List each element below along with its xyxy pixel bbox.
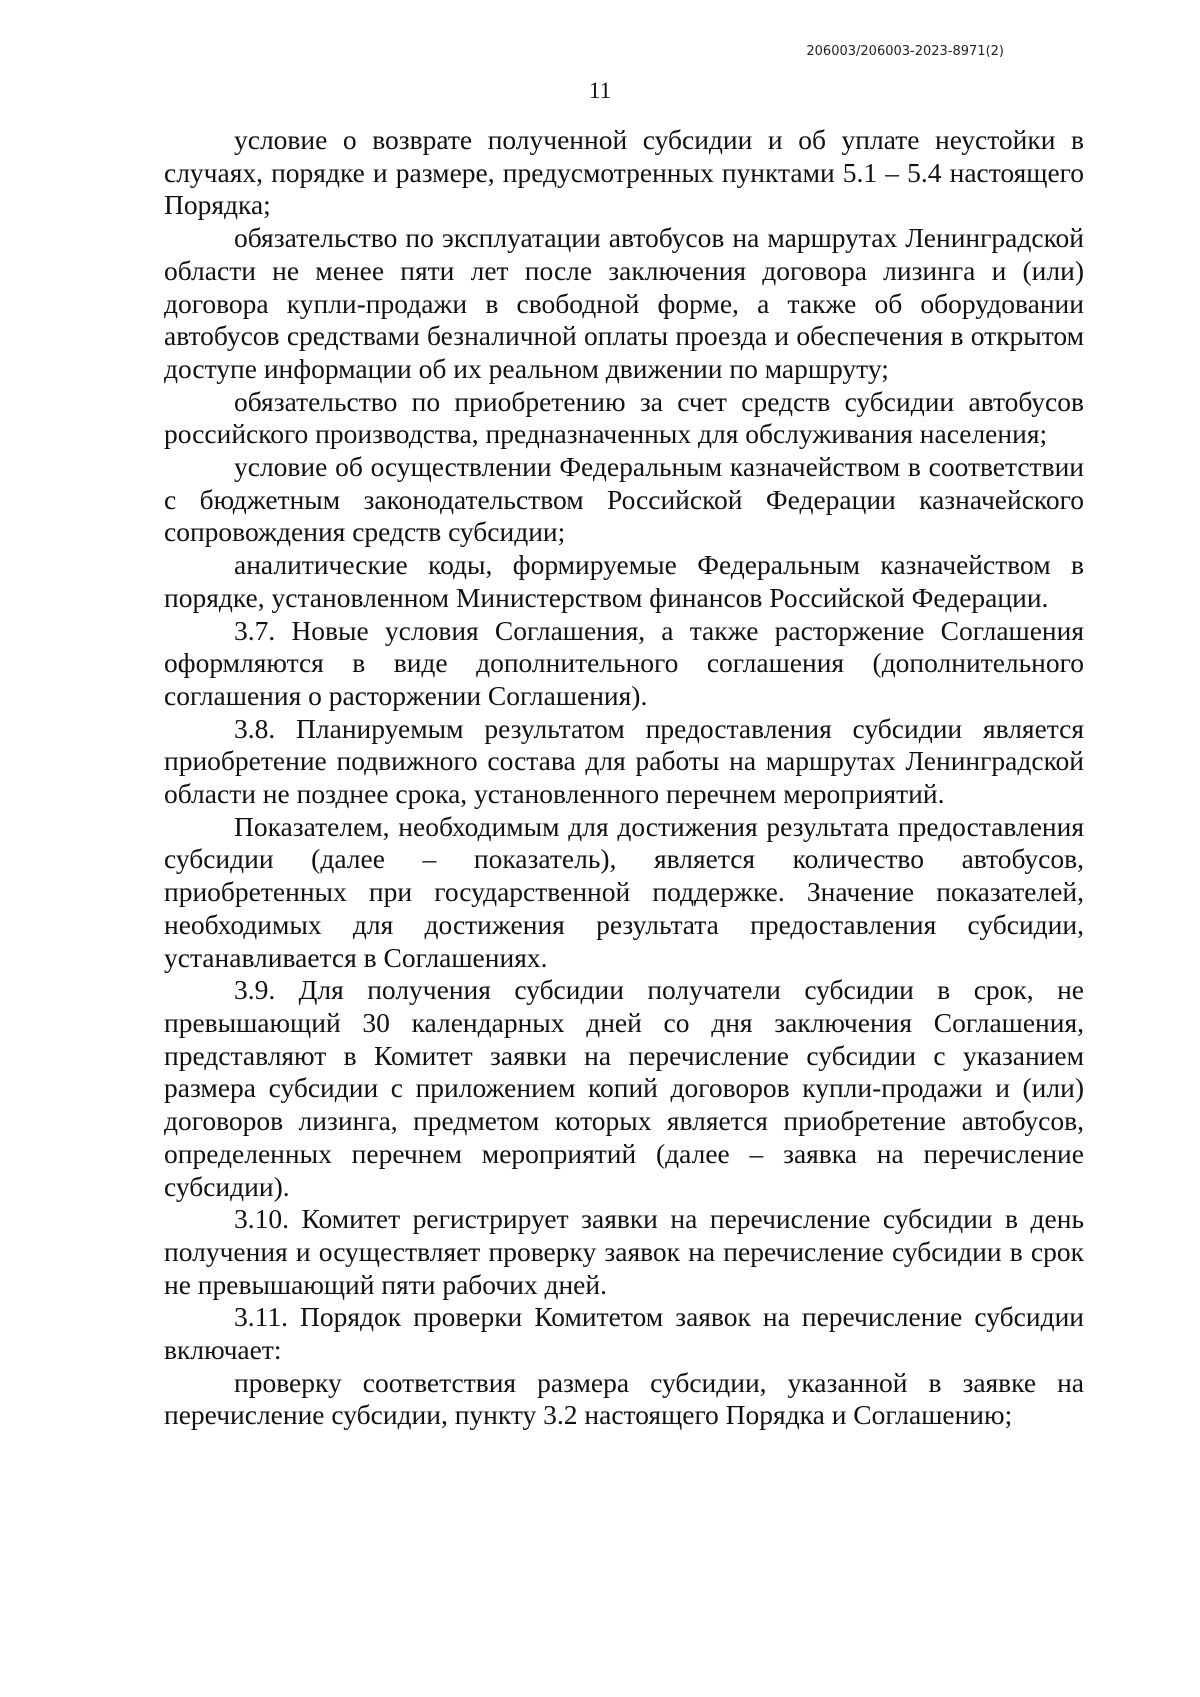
paragraph-3-11: 3.11. Порядок проверки Комитетом заявок на перечисление субсидии включает: xyxy=(164,1301,1084,1366)
paragraph-analytic-codes: аналитические коды, формируемые Федеральным казначейством в порядке, установленном Министерством финансов Российской Федерации. xyxy=(164,549,1084,613)
paragraph-size-check: проверку соответствия размера субсидии, указанной в заявке на перечисление субсидии, пункту 3.2 настоящего Порядка и Соглашению; xyxy=(164,1366,1084,1431)
paragraph-russian-production-obligation: обязательство по приобретению за счет средств субсидии автобусов российского производства, предназначенных для обслуживания населения; xyxy=(164,385,1084,450)
page-number: 11 xyxy=(588,78,612,103)
paragraph-3-10: 3.10. Комитет регистрирует заявки на перечисление субсидии в день получения и осуществляет проверку заявок на перечисление субсидии в срок не превышающий пяти рабочих дней. xyxy=(164,1203,1084,1300)
paragraph-indicator: Показателем, необходимым для достижения результата предоставления субсидии (далее – показатель), является количество автобусов, приобретенных при государственной поддержке. Значение показателей, необходимых для достижения результата предоставления субсидии, устанавливается в Соглашениях. xyxy=(164,810,1084,973)
paragraph-refund-condition: условие о возврате полученной субсидии и об уплате неустойки в случаях, порядке и размере, предусмотренных пунктами 5.1 – 5.4 настоящего Порядка; xyxy=(164,124,1084,221)
paragraph-3-7: 3.7. Новые условия Соглашения, а также расторжение Соглашения оформляются в виде дополнительного соглашения (дополнительного соглашения о расторжении Соглашения). xyxy=(164,614,1084,711)
document-body xyxy=(164,124,1084,1432)
paragraph-3-9: 3.9. Для получения субсидии получатели субсидии в срок, не превышающий 30 календарных дней со дня заключения Соглашения, представляют в Комитет заявки на перечисление субсидии с указанием размера субсидии с приложением копий договоров купли-продажи и (или) договоров лизинга, предметом которых является приобретение автобусов, определенных перечнем мероприятий (далее – заявка на перечисление субсидии). xyxy=(164,974,1084,1202)
paragraph-treasury-support-condition: условие об осуществлении Федеральным казначейством в соответствии с бюджетным законодательством Российской Федерации казначейского сопровождения средств субсидии; xyxy=(164,451,1084,548)
paragraph-bus-operation-obligation: обязательство по эксплуатации автобусов на маршрутах Ленинградской области не менее пяти лет после заключения договора лизинга и (или) договора купли-продажи в свободной форме, а также об оборудовании автобусов средствами безналичной оплаты проезда и обеспечения в открытом доступе информации об их реальном движении по маршруту; xyxy=(164,222,1084,384)
paragraph-3-8: 3.8. Планируемым результатом предоставления субсидии является приобретение подвижного состава для работы на маршрутах Ленинградской области не позднее срока, установленного перечнем мероприятий. xyxy=(164,712,1084,810)
document-registration-number: 206003/206003-2023-8971(2) xyxy=(806,44,1004,59)
